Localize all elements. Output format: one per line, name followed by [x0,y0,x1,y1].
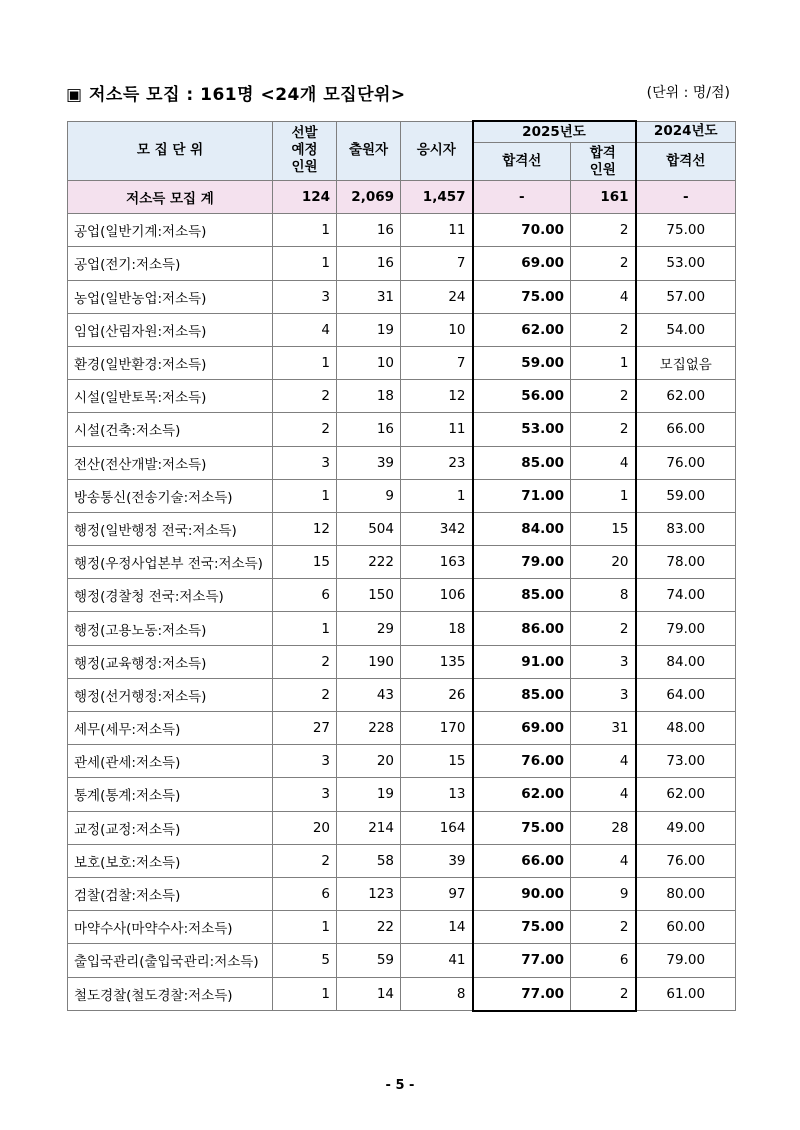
table-row [68,645,736,678]
cutoff-2025: 84.00 [473,512,571,545]
passed-count: 9 [571,877,636,910]
applicants-count: 31 [337,280,401,313]
passed-count: 4 [571,745,636,778]
applicants-count: 19 [337,778,401,811]
cutoff-2025: 70.00 [473,214,571,247]
table-row [68,612,736,645]
cutoff-2025: 85.00 [473,678,571,711]
examinees-count: 23 [401,446,473,479]
total-row [68,181,736,214]
unit-name: 행정(우정사업본부 전국:저소득) [68,546,273,579]
applicants-count: 9 [337,479,401,512]
examinees-count: 164 [401,811,473,844]
applicants-count: 190 [337,645,401,678]
applicants-count: 16 [337,214,401,247]
results-table [67,120,736,1012]
total-cutoff-2025: - [473,181,571,214]
heading-subtitle: <24개 모집단위> [260,85,406,105]
unit-name: 농업(일반농업:저소득) [68,280,273,313]
examinees-count: 7 [401,247,473,280]
table-row [68,579,736,612]
table-row [68,778,736,811]
heading-title: 저소득 모집 : 161명 [88,85,255,105]
planned-count: 1 [273,479,337,512]
table-row [68,546,736,579]
cutoff-2024: 모집없음 [636,346,736,379]
examinees-count: 11 [401,413,473,446]
cutoff-2025: 66.00 [473,844,571,877]
applicants-count: 18 [337,380,401,413]
cutoff-2024: 80.00 [636,877,736,910]
cutoff-2024: 60.00 [636,911,736,944]
applicants-count: 22 [337,911,401,944]
cutoff-2024: 79.00 [636,944,736,977]
total-planned: 124 [273,181,337,214]
planned-count: 1 [273,911,337,944]
table-row [68,877,736,910]
cutoff-2025: 71.00 [473,479,571,512]
table-row [68,346,736,379]
passed-count: 4 [571,280,636,313]
examinees-count: 13 [401,778,473,811]
table-row [68,413,736,446]
applicants-count: 14 [337,977,401,1011]
total-name: 저소득 모집 계 [68,181,273,214]
cutoff-2025: 86.00 [473,612,571,645]
unit-name: 행정(고용노동:저소득) [68,612,273,645]
applicants-count: 150 [337,579,401,612]
cutoff-2025: 69.00 [473,712,571,745]
passed-count: 4 [571,844,636,877]
unit-name: 행정(경찰청 전국:저소득) [68,579,273,612]
section-heading [66,80,406,105]
cutoff-2024: 79.00 [636,612,736,645]
table-row [68,313,736,346]
passed-count: 1 [571,346,636,379]
cutoff-2024: 76.00 [636,446,736,479]
examinees-count: 11 [401,214,473,247]
cutoff-2024: 74.00 [636,579,736,612]
applicants-count: 10 [337,346,401,379]
examinees-count: 18 [401,612,473,645]
table-row [68,247,736,280]
cutoff-2025: 76.00 [473,745,571,778]
passed-count: 31 [571,712,636,745]
passed-count: 1 [571,479,636,512]
passed-count: 2 [571,313,636,346]
planned-count: 2 [273,380,337,413]
square-bullet-icon: ▣ [66,85,83,105]
applicants-count: 123 [337,877,401,910]
unit-name: 시설(건축:저소득) [68,413,273,446]
header-cutoff-2024: 합격선 [636,143,736,181]
planned-count: 20 [273,811,337,844]
cutoff-2025: 85.00 [473,579,571,612]
unit-name: 검찰(검찰:저소득) [68,877,273,910]
table-row [68,745,736,778]
cutoff-2025: 90.00 [473,877,571,910]
page-number: - 5 - [385,1078,415,1093]
cutoff-2024: 76.00 [636,844,736,877]
passed-count: 3 [571,645,636,678]
table-row [68,712,736,745]
table-row [68,214,736,247]
unit-name: 행정(선거행정:저소득) [68,678,273,711]
cutoff-2025: 75.00 [473,911,571,944]
total-passed: 161 [571,181,636,214]
examinees-count: 41 [401,944,473,977]
planned-count: 2 [273,844,337,877]
planned-count: 27 [273,712,337,745]
examinees-count: 170 [401,712,473,745]
planned-count: 3 [273,745,337,778]
header-planned-line2: 예정 [291,142,318,159]
examinees-count: 10 [401,313,473,346]
applicants-count: 228 [337,712,401,745]
header-passed-line1: 합격 [589,144,616,161]
passed-count: 2 [571,612,636,645]
applicants-count: 20 [337,745,401,778]
cutoff-2024: 78.00 [636,546,736,579]
unit-name: 관세(관세:저소득) [68,745,273,778]
planned-count: 2 [273,678,337,711]
cutoff-2024: 66.00 [636,413,736,446]
cutoff-2024: 75.00 [636,214,736,247]
examinees-count: 14 [401,911,473,944]
examinees-count: 12 [401,380,473,413]
applicants-count: 39 [337,446,401,479]
examinees-count: 135 [401,645,473,678]
planned-count: 3 [273,280,337,313]
planned-count: 1 [273,247,337,280]
cutoff-2024: 54.00 [636,313,736,346]
passed-count: 2 [571,247,636,280]
table-row [68,678,736,711]
table-row [68,512,736,545]
total-cutoff-2024: - [636,181,736,214]
applicants-count: 59 [337,944,401,977]
passed-count: 3 [571,678,636,711]
passed-count: 2 [571,380,636,413]
applicants-count: 16 [337,247,401,280]
cutoff-2025: 59.00 [473,346,571,379]
applicants-count: 504 [337,512,401,545]
cutoff-2025: 62.00 [473,313,571,346]
cutoff-2025: 69.00 [473,247,571,280]
unit-name: 환경(일반환경:저소득) [68,346,273,379]
unit-name: 교정(교정:저소득) [68,811,273,844]
planned-count: 4 [273,313,337,346]
planned-count: 1 [273,346,337,379]
cutoff-2024: 59.00 [636,479,736,512]
cutoff-2024: 53.00 [636,247,736,280]
applicants-count: 29 [337,612,401,645]
cutoff-2025: 85.00 [473,446,571,479]
applicants-count: 58 [337,844,401,877]
unit-name: 세무(세무:저소득) [68,712,273,745]
unit-name: 철도경찰(철도경찰:저소득) [68,977,273,1011]
table-row [68,280,736,313]
total-applicants: 2,069 [337,181,401,214]
unit-name: 방송통신(전송기술:저소득) [68,479,273,512]
planned-count: 1 [273,977,337,1011]
cutoff-2024: 62.00 [636,380,736,413]
cutoff-2025: 75.00 [473,811,571,844]
unit-name: 공업(일반기계:저소득) [68,214,273,247]
table-row [68,811,736,844]
unit-name: 보호(보호:저소득) [68,844,273,877]
passed-count: 6 [571,944,636,977]
header-cutoff-2025: 합격선 [473,143,571,181]
passed-count: 2 [571,214,636,247]
applicants-count: 222 [337,546,401,579]
cutoff-2025: 91.00 [473,645,571,678]
cutoff-2025: 77.00 [473,977,571,1011]
planned-count: 6 [273,877,337,910]
cutoff-2025: 53.00 [473,413,571,446]
header-examinees: 응시자 [401,121,473,181]
examinees-count: 1 [401,479,473,512]
header-year-2024: 2024년도 [636,121,736,143]
cutoff-2024: 48.00 [636,712,736,745]
examinees-count: 342 [401,512,473,545]
cutoff-2025: 77.00 [473,944,571,977]
header-planned [273,121,337,181]
examinees-count: 106 [401,579,473,612]
planned-count: 15 [273,546,337,579]
table-row [68,479,736,512]
cutoff-2024: 62.00 [636,778,736,811]
planned-count: 2 [273,645,337,678]
examinees-count: 26 [401,678,473,711]
cutoff-2025: 62.00 [473,778,571,811]
table-row [68,911,736,944]
cutoff-2025: 56.00 [473,380,571,413]
planned-count: 5 [273,944,337,977]
examinees-count: 24 [401,280,473,313]
passed-count: 4 [571,778,636,811]
header-applicants: 출원자 [337,121,401,181]
planned-count: 1 [273,214,337,247]
header-passed-line2: 인원 [589,161,616,178]
passed-count: 20 [571,546,636,579]
applicants-count: 19 [337,313,401,346]
passed-count: 4 [571,446,636,479]
header-year-2025: 2025년도 [473,121,636,143]
planned-count: 3 [273,446,337,479]
examinees-count: 7 [401,346,473,379]
examinees-count: 97 [401,877,473,910]
cutoff-2025: 75.00 [473,280,571,313]
examinees-count: 39 [401,844,473,877]
planned-count: 12 [273,512,337,545]
table-row [68,944,736,977]
examinees-count: 8 [401,977,473,1011]
passed-count: 2 [571,413,636,446]
unit-name: 시설(일반토목:저소득) [68,380,273,413]
table-row [68,380,736,413]
applicants-count: 43 [337,678,401,711]
cutoff-2024: 57.00 [636,280,736,313]
unit-name: 통계(통계:저소득) [68,778,273,811]
passed-count: 28 [571,811,636,844]
cutoff-2025: 79.00 [473,546,571,579]
passed-count: 15 [571,512,636,545]
passed-count: 8 [571,579,636,612]
header-unit: 모 집 단 위 [68,121,273,181]
passed-count: 2 [571,911,636,944]
header-row-1 [68,121,736,143]
applicants-count: 16 [337,413,401,446]
total-examinees: 1,457 [401,181,473,214]
unit-name: 마약수사(마약수사:저소득) [68,911,273,944]
planned-count: 1 [273,612,337,645]
planned-count: 2 [273,413,337,446]
unit-name: 출입국관리(출입국관리:저소득) [68,944,273,977]
examinees-count: 163 [401,546,473,579]
header-passed [571,143,636,181]
examinees-count: 15 [401,745,473,778]
unit-name: 행정(일반행정 전국:저소득) [68,512,273,545]
cutoff-2024: 49.00 [636,811,736,844]
unit-name: 행정(교육행정:저소득) [68,645,273,678]
cutoff-2024: 83.00 [636,512,736,545]
passed-count: 2 [571,977,636,1011]
planned-count: 6 [273,579,337,612]
table-row [68,446,736,479]
unit-name: 임업(산림자원:저소득) [68,313,273,346]
planned-count: 3 [273,778,337,811]
unit-name: 공업(전기:저소득) [68,247,273,280]
cutoff-2024: 61.00 [636,977,736,1011]
unit-note: (단위 : 명/점) [646,85,730,101]
cutoff-2024: 73.00 [636,745,736,778]
applicants-count: 214 [337,811,401,844]
table-row [68,844,736,877]
cutoff-2024: 64.00 [636,678,736,711]
header-planned-line3: 인원 [291,159,318,176]
table-row [68,977,736,1011]
header-planned-line1: 선발 [291,125,318,142]
unit-name: 전산(전산개발:저소득) [68,446,273,479]
cutoff-2024: 84.00 [636,645,736,678]
